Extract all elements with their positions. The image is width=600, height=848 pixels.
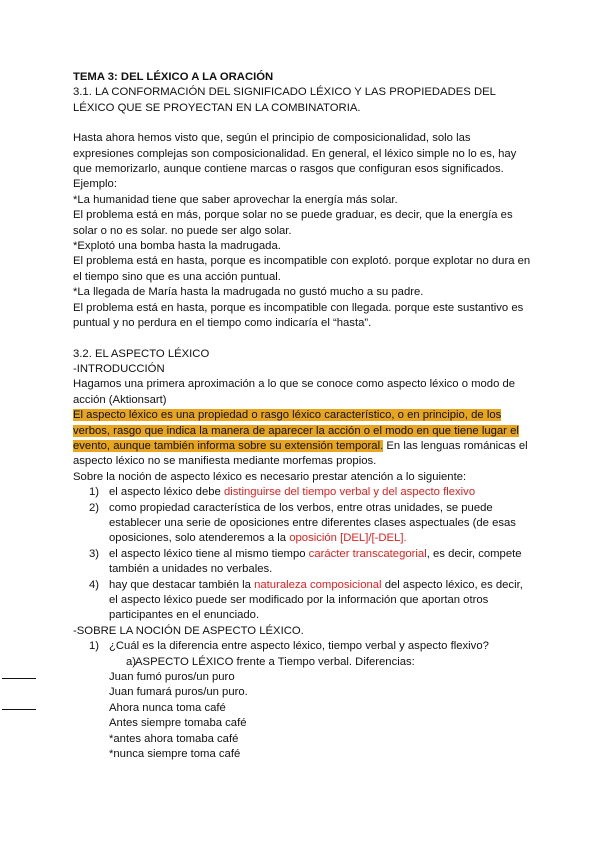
question-text: ¿Cuál es la diferencia entre aspecto léxico, tiempo verbal y aspecto flexivo? xyxy=(109,640,489,653)
definition-continuation: En las lenguas románicas el aspecto léxico no se manifiesta mediante morfemas propios. xyxy=(73,439,528,468)
sub-item-text: ASPECTO LÉXICO frente a Tiempo verbal. Diferencias: xyxy=(135,655,415,668)
page-title: TEMA 3: DEL LÉXICO A LA ORACIÓN xyxy=(73,71,274,83)
definition-paragraph xyxy=(73,408,533,470)
sub-item-a xyxy=(73,655,533,670)
list-item xyxy=(73,547,533,578)
example-text: *antes ahora tomaba café xyxy=(109,732,239,745)
example-2-explanation: El problema está en hasta, porque es incompatible con explotó. porque explotar no dura en el tiempo sino que es una acción puntual. xyxy=(73,255,531,283)
example-line xyxy=(73,732,533,747)
red-emphasis: distinguirse del tiempo verbal y del aspecto flexivo xyxy=(223,486,476,499)
example-1: *La humanidad tiene que saber aprovechar la energía más solar. xyxy=(73,193,398,206)
introduccion-heading: -INTRODUCCIÓN xyxy=(73,362,165,375)
example-line xyxy=(73,747,533,762)
example-3-explanation: El problema está en hasta, porque es incompatible con llegada. porque este sustantivo es puntual y no perdura en el tiempo como indicaría el “hasta”. xyxy=(73,301,524,330)
list-text: del aspecto léxico, es decir, el aspecto léxico puede ser modificado por la información que aportan otros participantes en el enunciado. xyxy=(109,578,523,622)
list-number: 3) xyxy=(89,547,100,560)
red-emphasis: carácter transcategorial xyxy=(308,547,427,560)
list-number: 1) xyxy=(89,486,100,499)
example-1-explanation: El problema está en más, porque solar no se puede graduar, es decir, que la energía es solar o no es solar. no puede ser algo solar. xyxy=(73,209,513,237)
sobre-noción-heading: -SOBRE LA NOCIÓN DE ASPECTO LÉXICO. xyxy=(73,624,304,637)
sobre-paragraph: Sobre la noción de aspecto léxico es necesario prestar atención a lo siguiente: xyxy=(73,470,467,483)
example-text: Ahora nunca toma café xyxy=(109,701,226,714)
example-line xyxy=(73,716,533,731)
example-text: Juan fumará puros/un puro. xyxy=(109,686,248,699)
red-emphasis: oposición [DEL]/[-DEL]. xyxy=(289,532,407,545)
example-text: Juan fumó puros/un puro xyxy=(109,671,235,684)
example-3: *La llegada de María hasta la madrugada no gustó mucho a su padre. xyxy=(73,286,424,299)
ejemplo-label: Ejemplo: xyxy=(73,178,117,191)
list-item xyxy=(73,578,533,624)
list-letter: a) xyxy=(126,655,137,668)
list-text: el aspecto léxico tiene al mismo tiempo xyxy=(109,547,309,560)
example-line xyxy=(73,701,533,716)
example-2: *Explotó una bomba hasta la madrugada. xyxy=(73,240,281,253)
list-item xyxy=(73,501,533,547)
list-item xyxy=(73,485,533,500)
section-3-2-heading: 3.2. EL ASPECTO LÉXICO xyxy=(73,347,210,360)
document-page xyxy=(73,70,533,762)
question-1 xyxy=(73,639,533,654)
aproximacion-paragraph: Hagamos una primera aproximación a lo que se conoce como aspecto léxico o modo de acción (Aktionsart) xyxy=(73,378,516,406)
highlighted-definition: El aspecto léxico es una propiedad o rasgo léxico característico, o en principio, de los verbos, rasgo que indica la manera de aparecer la acción o el modo en que tiene lugar el evento, aunque también informa sobre su extensión temporal. xyxy=(73,409,519,452)
list-number: 4) xyxy=(89,578,100,591)
example-text: Antes siempre tomaba café xyxy=(109,717,247,730)
aspect-points-list xyxy=(73,485,533,624)
list-text: hay que destacar también la xyxy=(109,578,255,591)
example-text: *nunca siempre toma café xyxy=(109,748,241,761)
example-line xyxy=(73,670,533,685)
red-emphasis: naturaleza composicional xyxy=(254,578,382,591)
list-text: el aspecto léxico debe xyxy=(109,486,224,499)
list-number: 1) xyxy=(89,640,100,653)
list-text: como propiedad característica de los verbos, entre otras unidades, se puede establecer una serie de oposiciones entre diferentes clases aspectuales (de esas oposiciones, solo atenderemos a la xyxy=(109,501,516,545)
section-3-1-heading: 3.1. LA CONFORMACIÓN DEL SIGNIFICADO LÉXICO Y LAS PROPIEDADES DEL LÉXICO QUE SE PROYECTAN EN LA COMBINATORIA. xyxy=(73,86,496,114)
example-line xyxy=(73,685,533,700)
list-text: , es decir, compete también a unidades no verbales. xyxy=(109,547,522,576)
intro-paragraph: Hasta ahora hemos visto que, según el principio de composicionalidad, solo las expresiones complejas son composicionalidad. En general, el léxico simple no lo es, hay que memorizarlo, aunque contiene marcas o rasgos que configuran esos significados. xyxy=(73,132,517,176)
list-number: 2) xyxy=(89,501,100,514)
